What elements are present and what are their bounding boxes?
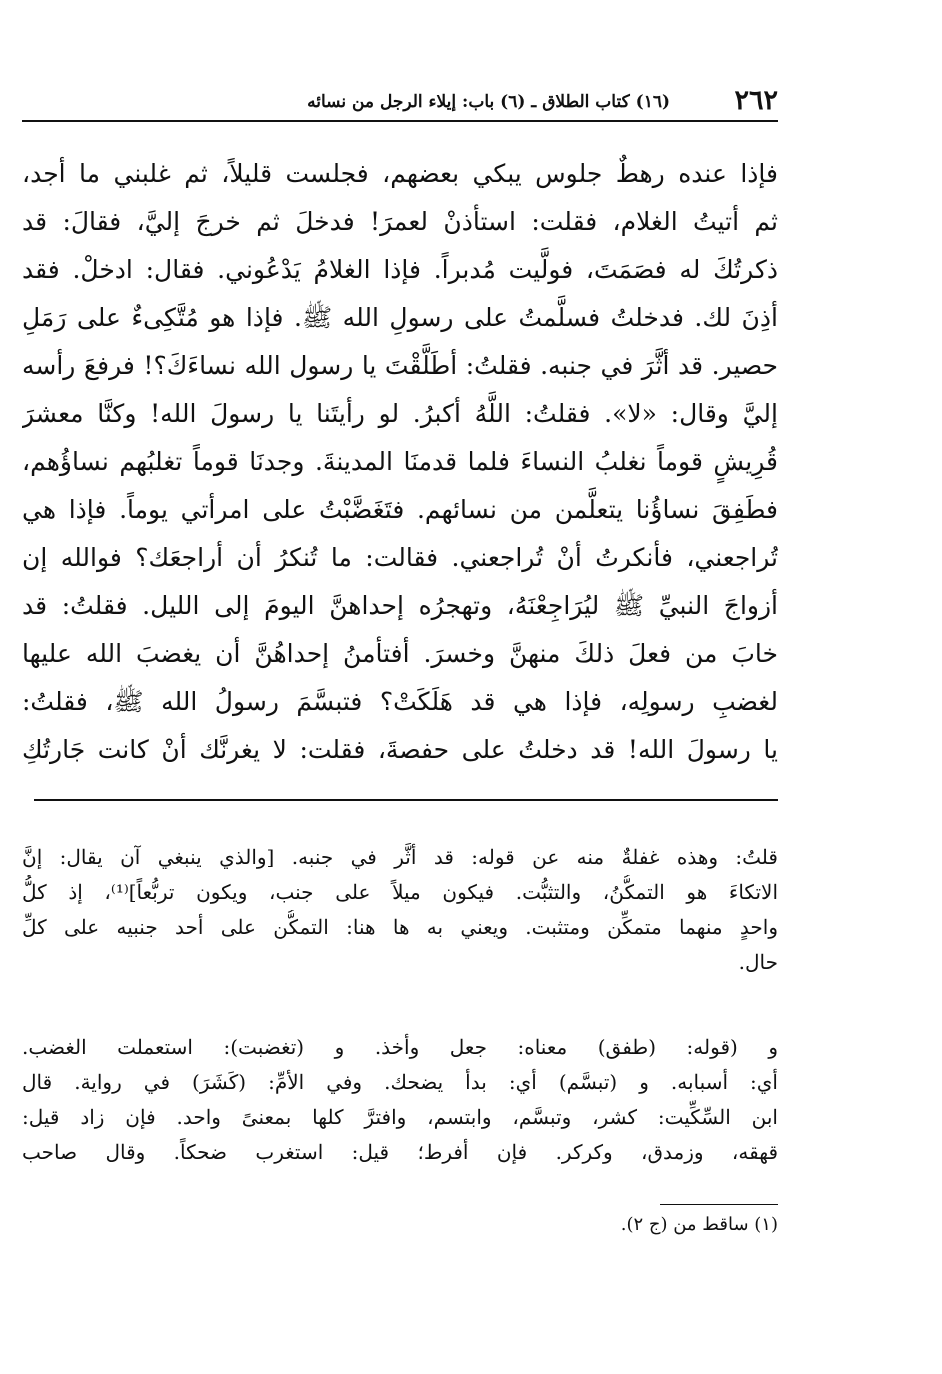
text-line: فطَفِقَ نساؤُنا يتعلَّمن من نسائهم. فتَغَضَّبْتُ على امرأتي يوماً. فإذا هي [22,495,778,524]
commentary-line: حال. [738,950,778,974]
text-line: فإذا عنده رهطٌ جلوس يبكي بعضهم، فجلست قليلاً، ثم غلبني ما أجد، [22,159,778,188]
commentary-line: قلتُ: وهذه غفلةٌ منه عن قوله: قد أثَّر في جنبه. [والذي ينبغي آن يقال: إنَّ [22,845,778,869]
text-line: خابَ من فعلَ ذلكَ منهنَّ وخسرَ. أفتأمنُ إحداهُنَّ أن يغضبَ الله عليها [22,639,778,668]
commentary-line: و (قوله: (طفق) معناه: جعل وأخذ. و (تغضبت): استعملت الغضب. [22,1035,778,1059]
commentary-line: أي: أسبابه. و (تبسَّم) أي: بدأ يضحك. وفي الأمِّ: (كَشَرَ) في رواية. قال [22,1070,778,1094]
section-separator [34,799,778,801]
commentary-line: الاتكاءَ هو التمكُّنُ، والتثبُّت. فيكون ميلاً على جنب، ويكون تربُّعاً]⁽¹⁾، إذ كلُّ [22,880,778,904]
text-line: إليَّ وقال: «لا». فقلتُ: اللَّهُ أكبرُ. لو رأيتَنا يا رسولَ الله! وكنَّا معشرَ [22,399,778,428]
text-line: أذِنَ لك. فدخلتُ فسلَّمتُ على رسولِ الله ﷺ. فإذا هو مُتَّكِىءٌ على رَمَلِ [22,303,778,332]
text-line: أزواجَ النبيِّ ﷺ ليُرَاجِعْنَهُ، وتهجرُه إحداهنَّ اليومَ إلى الليل. فقلتُ: قد [22,591,778,620]
running-title: (١٦) كتاب الطلاق ـ (٦) باب: إيلاء الرجل من نسائه [307,92,670,112]
commentary-line: واحدٍ منهما متمكِّن ومتثبت. ويعني به ها هنا: التمكُّن على أحد جنبيه على كلِّ [22,915,778,939]
commentary-line: ابن السِّكِّيت: كشر، وتبسَّم، وابتسم، وافترَّ كلها بمعنىً واحد. فإن زاد قيل: [22,1105,778,1129]
text-line: حصير. قد أثَّرَ في جنبه. فقلتُ: أطَلَّقْتَ يا رسول الله نساءَكَ؟! فرفعَ رأسه [22,351,778,380]
commentary-paragraph-1 [22,840,778,980]
text-line: تُراجعني، فأنكرتُ أنْ تُراجعني. فقالت: ما تُنكرُ أن أراجعَك؟ فوالله إن [22,543,778,572]
text-line: يا رسولَ الله! قد دخلتُ على حفصةَ، فقلت: لا يغرنَّك أنْ كانت جَارتُكِ [22,735,778,764]
footnote: (١) ساقط من (ج ٢). [620,1214,778,1235]
text-line: ذكرتُكَ له فصَمَتَ، فولَّيت مُدبراً. فإذا الغلامُ يَدْعُوني. فقال: ادخلْ. فقد [22,255,778,284]
commentary-paragraph-2 [22,1030,778,1170]
commentary-line: قهقه، وزمدق، وكركر. فإن أفرط؛ قيل: استغرب ضحكاً. وقال صاحب [22,1140,778,1164]
page-number: ٢٦٢ [734,85,778,116]
text-line: ثم أتيتُ الغلام، فقلت: استأذنْ لعمرَ! فدخلَ ثم خرجَ إليَّ، فقالَ: قد [22,207,778,236]
page-header [22,86,778,122]
hadith-text [22,150,778,774]
footnote-rule [660,1204,778,1205]
text-line: لغضبِ رسولِه، فإذا هي قد هَلَكَتْ؟ فتبسَّمَ رسولُ الله ﷺ، فقلتُ: [22,687,778,716]
text-line: قُرِيشٍ قوماً نغلبُ النساءَ فلما قدمنَا المدينةَ. وجدنَا قوماً تغلبُهم نساؤُهم، [22,447,778,476]
